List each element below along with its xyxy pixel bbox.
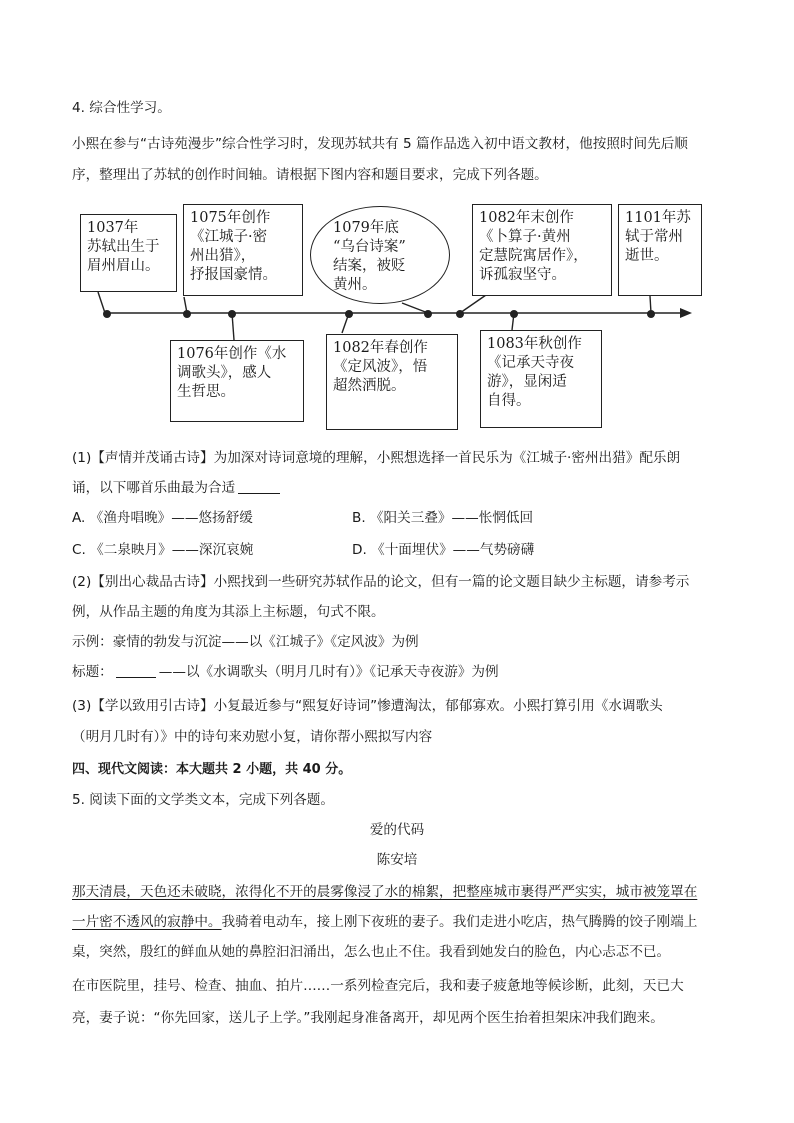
sub-question-1: (1)【声情并茂诵古诗】为加深对诗词意境的理解，小熙想选择一首民乐为《江城子·密州出猎》配乐朗 bbox=[72, 450, 681, 466]
timeline-dot-1101 bbox=[647, 310, 655, 318]
option-b[interactable]: B. 《阳关三叠》——怅惘低回 bbox=[352, 510, 534, 526]
paragraph-text: 我骑着电动车，接上刚下夜班的妻子。我们走进小吃店，热气腾腾的饺子刚端上 bbox=[221, 914, 698, 930]
timeline-event-1079: 1079年底 “乌台诗案” 结案，被贬 黄州。 bbox=[310, 206, 450, 304]
article-author: 陈安培 bbox=[376, 852, 418, 868]
underlined-text: 一片密不透风的寂静中。 bbox=[72, 914, 222, 930]
question-4-intro-cont: 序，整理出了苏轼的创作时间轴。请根据下图内容和题目要求，完成下列各题。 bbox=[72, 167, 548, 183]
option-a[interactable]: A. 《渔舟唱晚》——悠扬舒缓 bbox=[72, 510, 253, 526]
timeline-dot-1075 bbox=[183, 310, 191, 318]
timeline-event-1101: 1101年苏 轼于常州 逝世。 bbox=[618, 204, 702, 296]
paragraph-1-line-1: 那天清晨，天色还未破晓，浓得化不开的晨雾像浸了水的棉絮，把整座城市裹得严严实实，城市被笼罩在 bbox=[72, 884, 698, 900]
timeline-dot-1037 bbox=[103, 310, 111, 318]
timeline-event-1037: 1037年 苏轼出生于 眉州眉山。 bbox=[80, 214, 177, 292]
sub-question-1-text: 诵，以下哪首乐曲最为合适 bbox=[72, 480, 236, 496]
option-c[interactable]: C. 《二泉映月》——深沉哀婉 bbox=[72, 542, 254, 558]
timeline-dot-1082-spring bbox=[424, 310, 432, 318]
timeline-event-1075: 1075年创作 《江城子·密 州出猎》， 抒报国豪情。 bbox=[183, 204, 303, 296]
timeline-event-1082-spring: 1082年春创作 《定风波》，悟 超然洒脱。 bbox=[326, 334, 458, 430]
sub-question-3-cont: （明月几时有）》中的诗句来劝慰小复，请你帮小熙拟写内容 bbox=[72, 729, 433, 745]
title-prefix: 标题： bbox=[72, 664, 113, 680]
sub-question-2-cont: 例，从作品主题的角度为其添上主标题，句式不限。 bbox=[72, 604, 385, 620]
paragraph-1-line-2 bbox=[72, 912, 697, 932]
timeline-dot-1079 bbox=[345, 310, 353, 318]
question-4-heading: 4. 综合性学习。 bbox=[72, 100, 171, 116]
sub-question-2: (2)【别出心裁品古诗】小熙找到一些研究苏轼作品的论文，但有一篇的论文题目缺少主标题，请参考示 bbox=[72, 574, 690, 590]
example-line: 示例：豪情的勃发与沉淀——以《江城子》《定风波》为例 bbox=[72, 634, 419, 650]
paragraph-2-line-2: 亮，妻子说：“你先回家，送儿子上学。”我刚起身准备离开，却见两个医生抬着担架床冲我们跑来。 bbox=[72, 1010, 664, 1026]
question-4-intro: 小熙在参与“古诗苑漫步”综合性学习时，发现苏轼共有 5 篇作品选入初中语文教材，他按照时间先后顺 bbox=[72, 136, 688, 152]
question-5-heading: 5. 阅读下面的文学类文本，完成下列各题。 bbox=[72, 792, 334, 808]
timeline-event-1083: 1083年秋创作 《记承天寺夜 游》，显闲适 自得。 bbox=[480, 330, 602, 428]
article-title: 爱的代码 bbox=[369, 822, 425, 838]
timeline-dot-1076 bbox=[228, 310, 236, 318]
sub-question-1-cont bbox=[72, 478, 283, 498]
timeline-dot-1082-end bbox=[456, 310, 464, 318]
option-d[interactable]: D. 《十面埋伏》——气势磅礴 bbox=[352, 542, 535, 558]
paragraph-1-line-3: 桌，突然，殷红的鲜血从她的鼻腔汩汩涌出，怎么也止不住。我看到她发白的脸色，内心忐忑不已。 bbox=[72, 944, 671, 960]
section-heading: 四、现代文阅读：本大题共 2 小题，共 40 分。 bbox=[72, 762, 352, 777]
timeline-figure bbox=[72, 200, 712, 440]
paragraph-2-line-1: 在市医院里，挂号、检查、抽血、拍片……一系列检查完后，我和妻子疲惫地等候诊断，此刻，天已大 bbox=[72, 978, 684, 994]
title-suffix: ——以《水调歌头（明月几时有）》《记承天寺夜游》为例 bbox=[158, 664, 499, 680]
answer-blank-1[interactable] bbox=[238, 479, 280, 494]
answer-blank-2[interactable] bbox=[116, 663, 156, 678]
title-line bbox=[72, 662, 499, 682]
sub-question-3: (3)【学以致用引古诗】小复最近参与“熙复好诗词”惨遭淘汰，郁郁寡欢。小熙打算引用《水调歌头 bbox=[72, 698, 663, 714]
timeline-event-1082-end: 1082年末创作 《卜算子·黄州 定慧院寓居作》， 诉孤寂坚守。 bbox=[472, 204, 612, 296]
timeline-dot-1083 bbox=[510, 310, 518, 318]
timeline-event-1076: 1076年创作《水 调歌头》，感人 生哲思。 bbox=[170, 340, 304, 422]
